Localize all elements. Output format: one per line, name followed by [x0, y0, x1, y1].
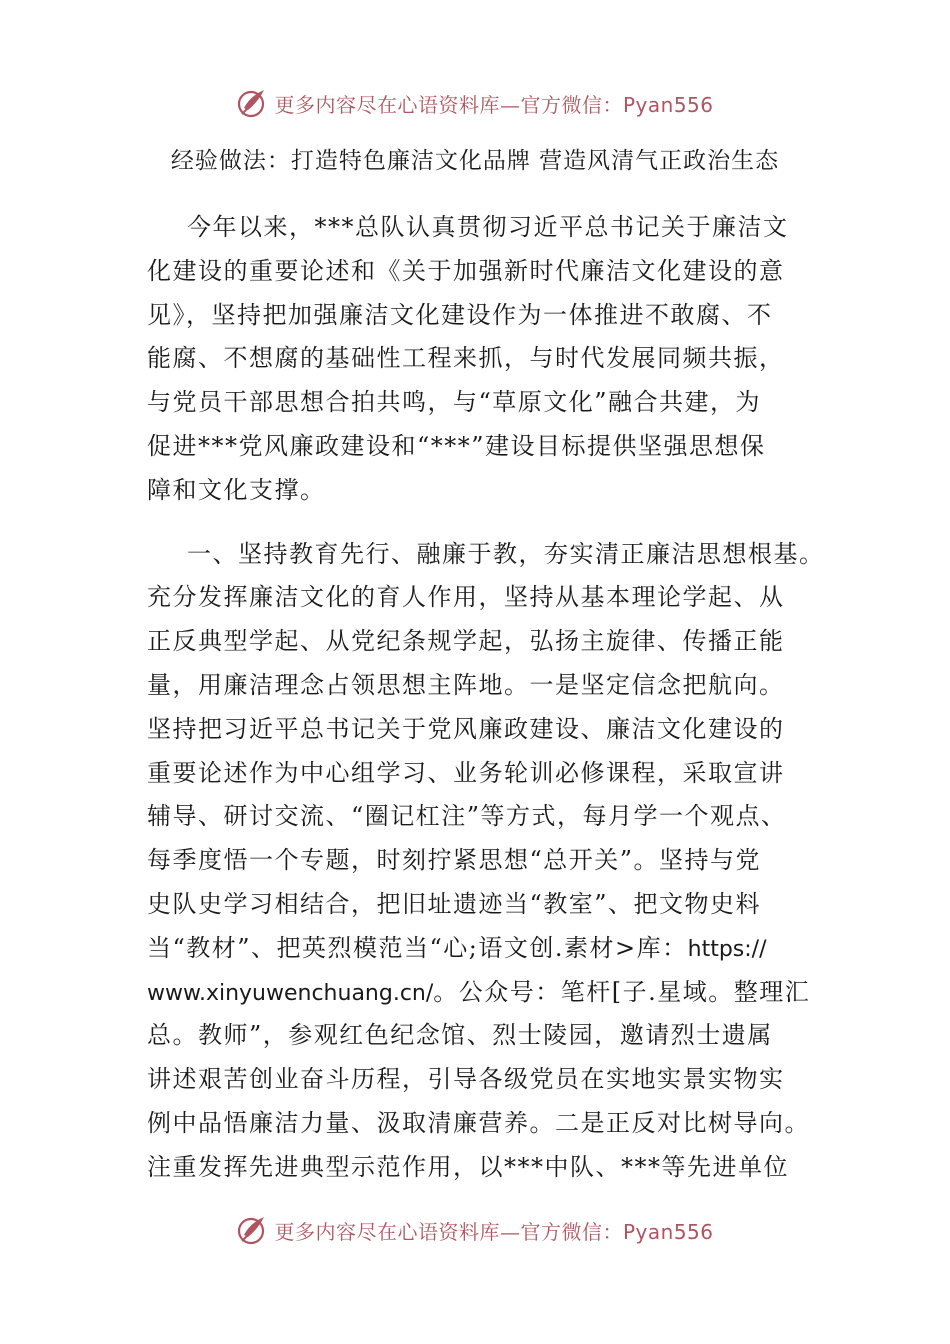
text-line: 障和文化支撑。: [147, 475, 326, 504]
document-body: [147, 206, 825, 1190]
document-title: 经验做法：打造特色廉洁文化品牌 营造风清气正政治生态: [170, 148, 780, 174]
banner-text: 更多内容尽在心语资料库—官方微信：Pyan556: [274, 1219, 714, 1244]
text-line: 充分发挥廉洁文化的育人作用，坚持从基本理论学起、从: [147, 583, 785, 612]
text-line: 今年以来，***总队认真贯彻习近平总书记关于廉洁文: [187, 213, 789, 241]
text-line: 正反典型学起、从党纪条规学起，弘扬主旋律、传播正能: [147, 627, 785, 656]
text-line: www.xinyuwenchuang.cn/。公众号：笔杆[子.星域。整理汇: [147, 977, 811, 1006]
text-line: 注重发挥先进典型示范作用，以***中队、***等先进单位: [147, 1152, 789, 1181]
url-text: https://: [687, 936, 767, 962]
text-line: 重要论述作为中心组学习、业务轮训必修课程，采取宣讲: [147, 758, 785, 787]
footer-watermark-banner: [0, 1210, 950, 1250]
text-line: 量，用廉洁理念占领思想主阵地。一是坚定信念把航向。: [147, 670, 785, 699]
pen-logo-icon: [236, 86, 270, 120]
paragraph-section-one: [147, 533, 825, 1190]
wechat-id: Pyan556: [622, 1219, 714, 1244]
text-line: 讲述艰苦创业奋斗历程，引导各级党员在实地实景实物实: [147, 1065, 785, 1094]
paragraph-intro: [147, 206, 807, 513]
text-line: 化建设的重要论述和《关于加强新时代廉洁文化建设的意: [147, 256, 785, 285]
banner-text: 更多内容尽在心语资料库—官方微信：Pyan556: [274, 92, 714, 117]
text-line: 辅导、研讨交流、“圈记杠注”等方式，每月学一个观点、: [147, 802, 787, 831]
text-line: 每季度悟一个专题，时刻拧紧思想“总开关”。坚持与党: [147, 846, 762, 875]
text-line: 当“教材”、把英烈模范当“心;语文创.素材>库：https://: [147, 933, 767, 962]
text-line: 一、坚持教育先行、融廉于教，夯实清正廉洁思想根基。: [187, 539, 825, 568]
text-line: 能腐、不想腐的基础性工程来抓，与时代发展同频共振，: [147, 344, 785, 373]
wechat-id: Pyan556: [622, 92, 714, 117]
text-line: 促进***党风廉政建设和“***”建设目标提供坚强思想保: [147, 431, 766, 460]
url-text: www.xinyuwenchuang.cn/: [147, 980, 434, 1006]
header-watermark-banner: [0, 83, 950, 123]
text-line: 与党员干部思想合拍共鸣，与“草原文化”融合共建，为: [147, 388, 762, 417]
text-line: 总。教师”，参观红色纪念馆、烈士陵园，邀请烈士遗属: [147, 1021, 773, 1050]
text-line: 坚持把习近平总书记关于党风廉政建设、廉洁文化建设的: [147, 714, 785, 743]
pen-logo-icon: [236, 1213, 270, 1247]
text-line: 例中品悟廉洁力量、汲取清廉营养。二是正反对比树导向。: [147, 1108, 810, 1137]
text-line: 史队史学习相结合，把旧址遗迹当“教室”、把文物史料: [147, 889, 762, 918]
text-line: 见》，坚持把加强廉洁文化建设作为一体推进不敢腐、不: [147, 300, 773, 329]
